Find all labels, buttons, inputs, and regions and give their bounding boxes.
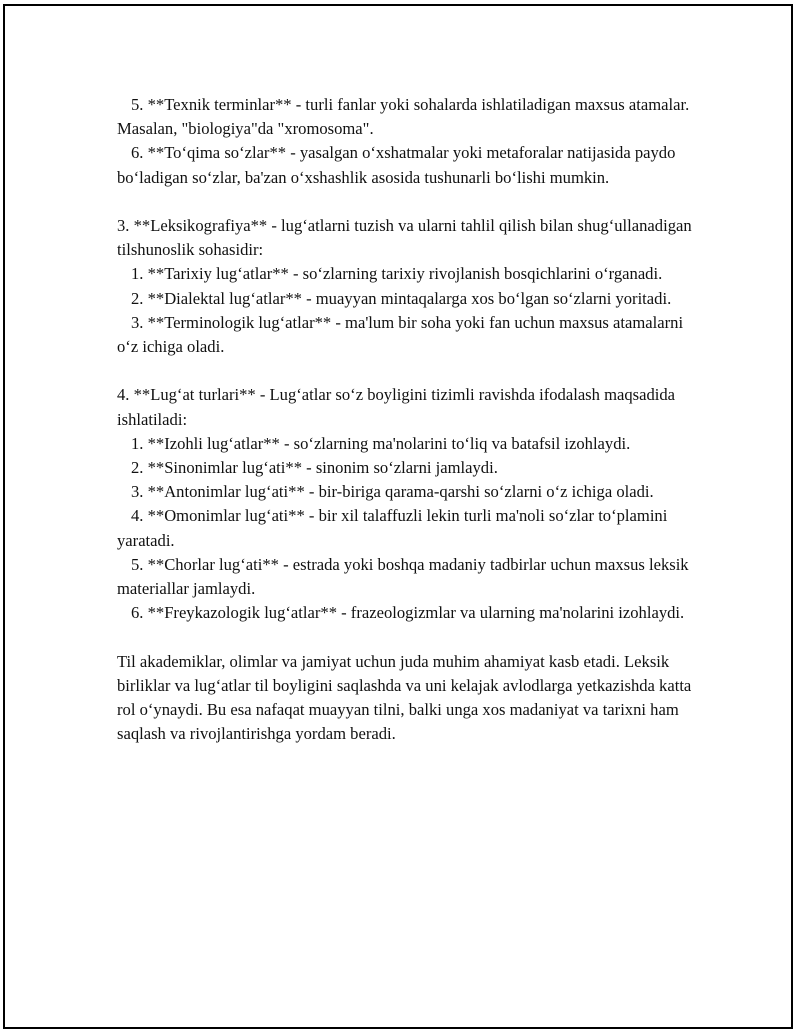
document-body xyxy=(117,93,692,746)
list-item: 4. **Omonimlar lug‘ati** - bir xil talaffuzli lekin turli ma'noli so‘zlar to‘plamini yaratadi. xyxy=(117,506,668,550)
list-item: 6. **Freykazologik lug‘atlar** - frazeologizmlar va ularning ma'nolarini izohlaydi. xyxy=(131,603,685,623)
list-item: 1. **Izohli lug‘atlar** - so‘zlarning ma'nolarini to‘liq va batafsil izohlaydi. xyxy=(131,433,631,453)
paragraph-spacer xyxy=(117,190,692,214)
list-item: 1. **Tarixiy lug‘atlar** - so‘zlarning tarixiy rivojlanish bosqichlarini o‘rganadi. xyxy=(131,264,663,284)
list-item: 2. **Dialektal lug‘atlar** - muayyan mintaqalarga xos bo‘lgan so‘zlarni yoritadi. xyxy=(131,288,672,308)
section-heading: 4. **Lug‘at turlari** - Lug‘atlar so‘z boyligini tizimli ravishda ifodalash maqsadida ishlatiladi: xyxy=(117,385,676,429)
list-item: 2. **Sinonimlar lug‘ati** - sinonim so‘zlarni jamlaydi. xyxy=(131,458,498,478)
list-item: 3. **Antonimlar lug‘ati** - bir-biriga qarama-qarshi so‘zlarni o‘z ichiga oladi. xyxy=(131,482,654,502)
paragraph-spacer xyxy=(117,625,692,649)
conclusion-paragraph: Til akademiklar, olimlar va jamiyat uchun juda muhim ahamiyat kasb etadi. Leksik birliklar va lug‘atlar til boyligini saqlashda va uni kelajak avlodlarga yetkazishda katta rol o‘ynaydi. Bu esa nafaqat muayyan tilni, balki unga xos madaniyat va tarixni ham saqlash va rivojlantirishga yordam beradi. xyxy=(117,651,692,744)
list-item: 5. **Texnik terminlar** - turli fanlar yoki sohalarda ishlatiladigan maxsus atamalar. Masalan, "biologiya"da "xromosoma". xyxy=(117,95,690,139)
list-item: 3. **Terminologik lug‘atlar** - ma'lum bir soha yoki fan uchun maxsus atamalarni o‘z ichiga oladi. xyxy=(117,312,684,357)
section-heading: 3. **Leksikografiya** - lug‘atlarni tuzish va ularni tahlil qilish bilan shug‘ullanadigan tilshunoslik sohasidir: xyxy=(117,216,692,260)
paragraph-spacer xyxy=(117,359,692,383)
list-item: 6. **To‘qima so‘zlar** - yasalgan o‘xshatmalar yoki metaforalar natijasida paydo bo‘ladigan so‘zlar, ba'zan o‘xshashlik asosida tushunarli bo‘lishi mumkin. xyxy=(117,143,676,187)
list-item: 5. **Chorlar lug‘ati** - estrada yoki boshqa madaniy tadbirlar uchun maxsus leksik materiallar jamlaydi. xyxy=(117,554,689,599)
